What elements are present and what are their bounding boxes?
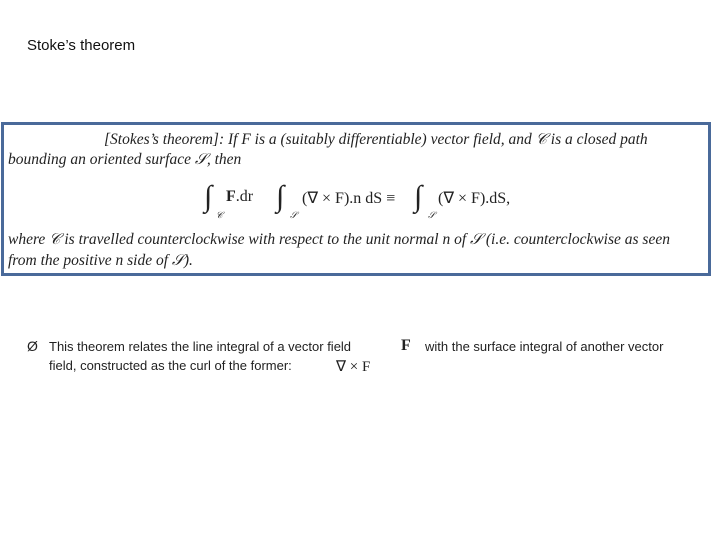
vector-field-symbol: F (401, 337, 411, 354)
slide-title: Stoke’s theorem (27, 37, 136, 54)
rhs-subscript: 𝒮 (428, 210, 435, 220)
lhs-term: F.dr (226, 188, 254, 205)
theorem-line-3: where 𝒞 is travelled counterclockwise with respect to the unit normal n of 𝒮 (i.e. counterclockwise as seen (8, 231, 670, 248)
mid-subscript: 𝒮 (290, 210, 297, 220)
integral-sign: ∫ (276, 180, 285, 213)
bullet-text-1: This theorem relates the line integral of a vector field (49, 339, 352, 354)
theorem-line-2: bounding an oriented surface 𝒮, then (8, 151, 242, 168)
integral-sign: ∫ (204, 180, 213, 213)
theorem-image-box (1, 122, 711, 276)
bullet-arrow-icon: Ø (27, 338, 38, 354)
bullet-text-2: with the surface integral of another vector (425, 339, 664, 354)
mid-term: (∇ × F).n dS ≡ (302, 190, 396, 207)
curl-symbol: ∇ × F (336, 359, 371, 375)
theorem-line-1: [Stokes’s theorem]: If F is a (suitably differentiable) vector field, and 𝒞 is a closed path (104, 131, 648, 148)
bullet-text-3: field, constructed as the curl of the former: (49, 358, 292, 373)
lhs-subscript: 𝒞 (216, 210, 223, 220)
theorem-line-4: from the positive n side of 𝒮). (8, 252, 193, 269)
rhs-term: (∇ × F).dS, (438, 190, 511, 207)
integral-sign: ∫ (414, 180, 423, 213)
